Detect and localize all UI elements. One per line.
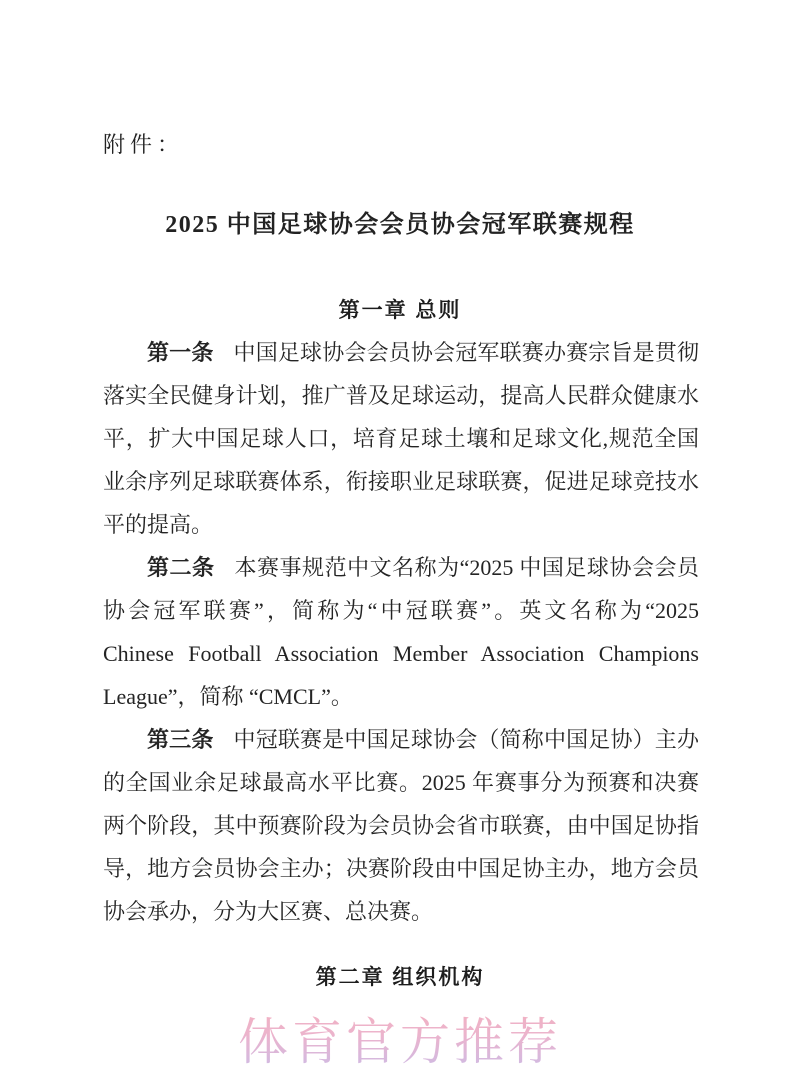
article-3-paragraph xyxy=(103,718,699,933)
attachment-label: 附件： xyxy=(103,132,185,157)
article-2-text: 本赛事规范中文名称为“2025 中国足球协会会员协会冠军联赛”，简称为“中冠联赛”。英文名称为“2025 Chinese Football Association Member Association Champions League”，简称 “CMCL”。 xyxy=(103,555,699,709)
document-title: 2025 中国足球协会会员协会冠军联赛规程 xyxy=(165,212,635,238)
article-2-label: 第二条 xyxy=(147,555,215,580)
article-1-text: 中国足球协会会员协会冠军联赛办赛宗旨是贯彻落实全民健身计划，推广普及足球运动，提高人民群众健康水平，扩大中国足球人口，培育足球土壤和足球文化,规范全国业余序列足球联赛体系，衔接职业足球联赛，促进足球竞技水平的提高。 xyxy=(103,340,699,537)
chapter-1-heading: 第一章 总则 xyxy=(338,299,462,322)
article-2-paragraph xyxy=(103,546,699,718)
document-body xyxy=(103,331,699,933)
chapter-2-heading: 第二章 组织机构 xyxy=(315,966,485,989)
article-3-text: 中冠联赛是中国足球协会（简称中国足协）主办的全国业余足球最高水平比赛。2025 年赛事分为预赛和决赛两个阶段，其中预赛阶段为会员协会省市联赛，由中国足协指导，地方会员协会主办；决赛阶段由中国足协主办，地方会员协会承办，分为大区赛、总决赛。 xyxy=(103,727,699,924)
article-3-label: 第三条 xyxy=(147,727,214,752)
watermark-text: 体育官方推荐 xyxy=(0,1002,800,1074)
article-1-label: 第一条 xyxy=(147,340,214,365)
article-1-paragraph xyxy=(103,331,699,546)
